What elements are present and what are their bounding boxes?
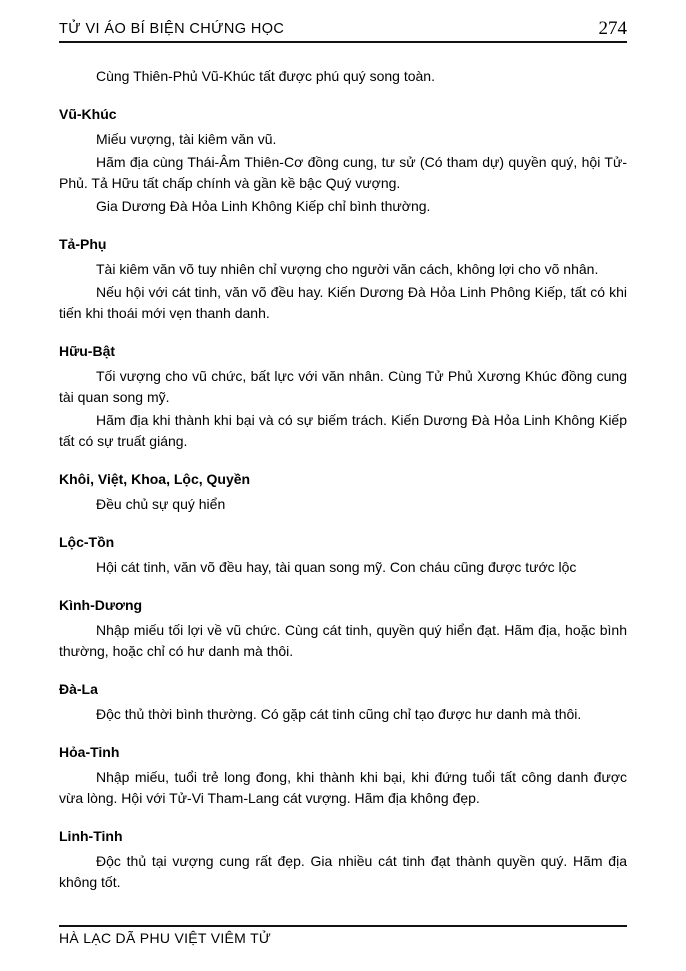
paragraph: Nhập miếu tối lợi về vũ chức. Cùng cát tinh, quyền quý hiển đạt. Hãm địa, hoặc bình thường, hoặc chỉ có hư danh mà thôi. <box>59 622 627 659</box>
paragraph: Miếu vượng, tài kiêm văn vũ. <box>96 131 277 147</box>
paragraph: Độc thủ thời bình thường. Có gặp cát tinh cũng chỉ tạo được hư danh mà thôi. <box>96 706 582 722</box>
section-hoa-tinh <box>59 742 627 809</box>
page-footer <box>59 925 627 947</box>
paragraph: Đều chủ sự quý hiển <box>96 496 226 512</box>
paragraph: Hội cát tinh, văn võ đều hay, tài quan song mỹ. Con cháu cũng được tước lộc <box>96 559 577 575</box>
intro-paragraph: Cùng Thiên-Phủ Vũ-Khúc tất được phú quý song toàn. <box>96 68 435 84</box>
section-loc-ton <box>59 532 627 578</box>
paragraph: Nếu hội với cát tinh, văn võ đều hay. Kiến Dương Đà Hỏa Linh Phông Kiếp, tất có khi tiến khi thoái mới vẹn thanh danh. <box>59 284 627 321</box>
running-head-title: TỬ VI ÁO BÍ BIỆN CHỨNG HỌC <box>59 21 285 37</box>
section-heading: Lộc-Tồn <box>59 534 115 550</box>
paragraph: Tài kiêm văn võ tuy nhiên chỉ vượng cho người văn cách, không lợi cho võ nhân. <box>96 261 599 277</box>
page-content <box>59 45 627 895</box>
section-heading: Kình-Dương <box>59 597 143 613</box>
paragraph: Nhập miếu, tuổi trẻ long đong, khi thành khi bại, khi đứng tuổi tất công danh được vừa lòng. Hội với Tử-Vi Tham-Lang cát vượng. Hãm địa không đẹp. <box>59 769 627 806</box>
section-ta-phu <box>59 234 627 324</box>
paragraph: Gia Dương Đà Hỏa Linh Không Kiếp chỉ bình thường. <box>96 198 431 214</box>
section-khoi-viet-khoa-loc-quyen <box>59 469 627 515</box>
paragraph: Hãm địa khi thành khi bại và có sự biếm trách. Kiến Dương Đà Hỏa Linh Không Kiếp tất có sự truất giáng. <box>59 412 627 449</box>
paragraph: Độc thủ tại vượng cung rất đẹp. Gia nhiều cát tinh đạt thành quyền quý. Hãm địa không tốt. <box>59 853 627 890</box>
paragraph: Hãm địa cùng Thái-Âm Thiên-Cơ đồng cung, tư sử (Có tham dự) quyền quý, hội Tử-Phủ. Tả Hữu tất chấp chính và gần kề bậc Quý vượng. <box>59 154 627 191</box>
section-kinh-duong <box>59 595 627 662</box>
section-linh-tinh <box>59 826 627 893</box>
page-number: 274 <box>598 18 627 39</box>
section-heading: Khôi, Việt, Khoa, Lộc, Quyền <box>59 471 251 487</box>
section-heading: Đà-La <box>59 681 98 697</box>
section-heading: Hữu-Bật <box>59 343 116 359</box>
paragraph: Tối vượng cho vũ chức, bất lực với văn nhân. Cùng Tử Phủ Xương Khúc đồng cung tài quan song mỹ. <box>59 368 627 405</box>
section-vu-khuc <box>59 104 627 217</box>
footer-author: HÀ LẠC DÃ PHU VIỆT VIÊM TỬ <box>59 930 272 946</box>
section-heading: Linh-Tinh <box>59 828 123 844</box>
section-da-la <box>59 679 627 725</box>
section-heading: Vũ-Khúc <box>59 106 117 122</box>
section-huu-bat <box>59 341 627 452</box>
page-header <box>59 0 627 43</box>
section-heading: Tả-Phụ <box>59 236 107 252</box>
section-heading: Hỏa-Tinh <box>59 744 120 760</box>
